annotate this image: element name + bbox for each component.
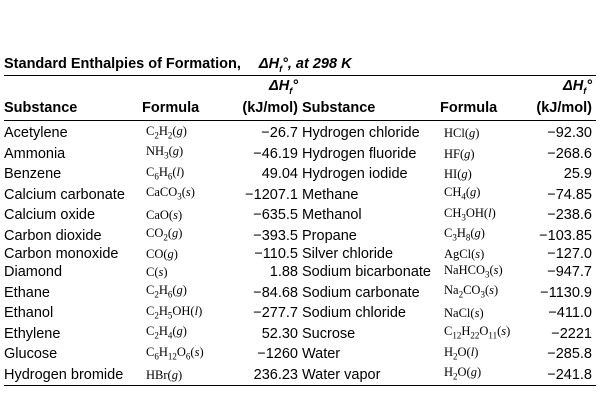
left-formula-cell: $NH_3(g)$ [146, 144, 184, 161]
left-substance-cell: Glucose [4, 346, 58, 363]
right-enthalpy-value-cell: −1130.9 [540, 284, 592, 301]
left-enthalpy-value-cell: −84.68 [253, 284, 298, 301]
header-substance-left: Substance [4, 99, 78, 116]
left-enthalpy-value-cell: −110.5 [254, 245, 298, 262]
right-substance-cell: Sodium bicarbonate [302, 264, 431, 281]
left-formula-cell: C(s) [146, 265, 168, 280]
header-formula-left: Formula [142, 99, 200, 116]
left-formula-cell: $C_2H_4(g)$ [146, 324, 187, 341]
right-formula-cell: HF(g) [444, 146, 475, 161]
header-enthalpy-units-right: (kJ/mol) [536, 99, 592, 116]
table-title-text: Standard Enthalpies of Formation, [4, 56, 241, 72]
left-formula-cell: $C_2H_5OH(l)$ [146, 303, 203, 321]
right-substance-cell: Hydrogen fluoride [302, 145, 417, 162]
left-enthalpy-value-cell: −1207.1 [245, 186, 298, 203]
left-enthalpy-value-cell: 1.88 [269, 264, 298, 281]
table-header-row [4, 76, 596, 120]
right-substance-cell: Silver chloride [302, 245, 394, 262]
left-formula-cell: $C_6H_6(l)$ [146, 164, 185, 182]
header-enthalpy-units-left: (kJ/mol) [242, 99, 298, 116]
right-enthalpy-value-cell: −411.0 [548, 305, 592, 322]
left-enthalpy-value-cell: 49.04 [261, 166, 298, 183]
left-substance-cell: Ammonia [4, 145, 66, 162]
right-formula-cell: $H_2O(g)$ [444, 365, 482, 382]
enthalpy-table [4, 76, 596, 385]
right-substance-cell: Hydrogen chloride [302, 125, 420, 142]
right-substance-cell: Sucrose [302, 325, 356, 342]
table-row [4, 184, 596, 205]
left-enthalpy-value-cell: −393.5 [253, 227, 298, 244]
right-substance-cell: Sodium chloride [302, 305, 406, 322]
table-row [4, 364, 596, 385]
right-formula-cell: AgCl(s) [444, 246, 485, 261]
right-enthalpy-value-cell: −947.7 [547, 264, 592, 281]
header-substance-right: Substance [302, 99, 376, 116]
right-substance-cell: Sodium carbonate [302, 284, 420, 301]
table-row [4, 282, 596, 303]
right-enthalpy-value-cell: −92.30 [547, 125, 592, 142]
right-substance-cell: Hydrogen iodide [302, 166, 408, 183]
right-formula-cell: $C_3H_8(g)$ [444, 226, 485, 243]
table-row [4, 303, 596, 324]
table-body [4, 121, 596, 385]
table-row [4, 225, 596, 246]
left-formula-cell: $C_6H_{12}O_6(s)$ [146, 344, 204, 362]
left-substance-cell: Ethane [4, 284, 50, 301]
left-formula-cell: CaCO$_3$(s) [146, 185, 195, 202]
right-enthalpy-value-cell: −285.8 [547, 346, 592, 363]
left-substance-cell: Ethanol [4, 305, 54, 322]
left-substance-cell: Calcium carbonate [4, 186, 125, 203]
right-substance-cell: Propane [302, 227, 357, 244]
right-substance-cell: Methane [302, 186, 359, 203]
left-formula-cell: HBr(g) [146, 367, 183, 382]
enthalpy-table-sheet [4, 54, 596, 386]
table-row [4, 164, 596, 185]
left-substance-cell: Carbon monoxide [4, 245, 119, 262]
right-enthalpy-value-cell: 25.9 [563, 166, 592, 183]
table-row [4, 121, 596, 144]
left-substance-cell: Hydrogen bromide [4, 366, 124, 383]
left-formula-cell: CaO(s) [146, 208, 183, 223]
right-substance-cell: Water vapor [302, 366, 381, 383]
header-enthalpy-left [230, 76, 302, 120]
left-enthalpy-value-cell: −26.7 [261, 125, 298, 142]
left-enthalpy-value-cell: −635.5 [253, 207, 298, 224]
right-formula-cell: HI(g) [444, 167, 472, 182]
right-formula-cell: $CH_3OH(l)$ [444, 205, 496, 223]
left-formula-cell: $C_2H_2(g)$ [146, 123, 187, 141]
right-enthalpy-value-cell: −127.0 [547, 245, 592, 262]
table-row [4, 344, 596, 365]
right-formula-cell: $Na_2CO_3(s)$ [444, 283, 499, 300]
table-row [4, 205, 596, 226]
left-enthalpy-value-cell: −1260 [257, 346, 298, 363]
table-row [4, 143, 596, 164]
right-enthalpy-value-cell: −74.85 [547, 186, 592, 203]
right-substance-cell: Methanol [302, 207, 362, 224]
right-enthalpy-value-cell: −238.6 [547, 207, 592, 224]
left-substance-cell: Ethylene [4, 325, 61, 342]
left-substance-cell: Carbon dioxide [4, 227, 102, 244]
bottom-rule [4, 385, 596, 386]
left-substance-cell: Acetylene [4, 125, 68, 142]
left-formula-cell: $CO_2(g)$ [146, 226, 183, 243]
left-formula-cell: CO(g) [146, 246, 178, 261]
right-formula-cell: $H_2O(l)$ [444, 344, 479, 362]
left-substance-cell: Calcium oxide [4, 207, 96, 224]
right-formula-cell: HCl(g) [444, 126, 480, 141]
header-formula-right: Formula [440, 99, 498, 116]
left-formula-cell: $C_2H_6(g)$ [146, 283, 187, 300]
header-enthalpy-symbol-left: $\Delta H_f^\circ$ [268, 78, 298, 96]
left-enthalpy-value-cell: 236.23 [253, 366, 298, 383]
table-row [4, 262, 596, 283]
table-row [4, 246, 596, 262]
left-enthalpy-value-cell: 52.30 [261, 325, 298, 342]
table-title-symbol: $\Delta H_f^\circ$, at 298 K [258, 56, 352, 74]
left-substance-cell: Diamond [4, 264, 63, 281]
right-enthalpy-value-cell: −241.8 [547, 366, 592, 383]
right-formula-cell: NaHCO$_3$(s) [444, 262, 503, 280]
table-title [4, 54, 596, 74]
right-formula-cell: NaCl(s) [444, 306, 484, 321]
table-row [4, 323, 596, 344]
right-enthalpy-value-cell: −268.6 [547, 145, 592, 162]
right-formula-cell: $CH_4(g)$ [444, 185, 481, 202]
right-formula-cell: $C_{12}H_{22}O_{11}(s)$ [444, 324, 511, 341]
right-enthalpy-value-cell: −103.85 [539, 227, 592, 244]
left-enthalpy-value-cell: −277.7 [253, 305, 298, 322]
left-substance-cell: Benzene [4, 166, 62, 183]
right-substance-cell: Water [302, 346, 341, 363]
right-enthalpy-value-cell: −2221 [551, 325, 592, 342]
left-enthalpy-value-cell: −46.19 [253, 145, 298, 162]
header-enthalpy-symbol-right: $\Delta H_f^\circ$ [562, 78, 592, 96]
header-enthalpy-right [526, 76, 596, 120]
